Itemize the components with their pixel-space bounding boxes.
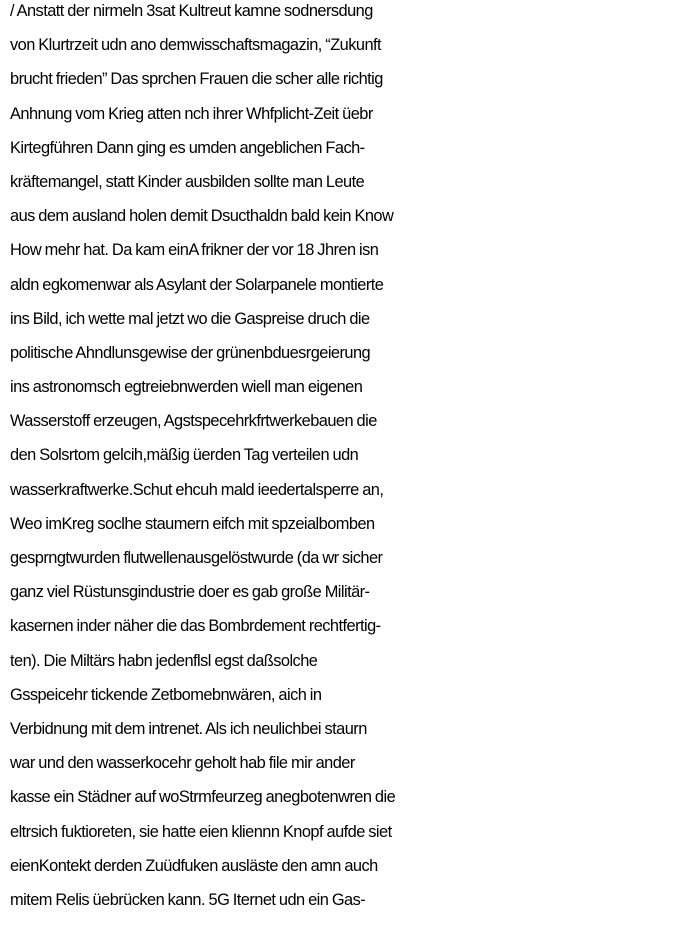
document-page (10, 0, 682, 940)
text-line: eltrsich fuktioreten, sie hatte eien kliennn Knopf aufde siet (10, 822, 392, 841)
text-line: kräftemangel, statt Kinder ausbilden sollte man Leute (10, 172, 365, 191)
text-line: wasserkraftwerke.Schut ehcuh mald ieedertalsperre an, (10, 480, 384, 499)
text-line: ins Bild, ich wette mal jetzt wo die Gaspreise druch die (10, 309, 370, 328)
text-line: politische Ahndlunsgewise der grünenbduesrgeierung (10, 343, 371, 362)
text-line: Kirtegführen Dann ging es umden angeblichen Fach- (10, 138, 365, 157)
text-line: aus dem ausland holen demit Dsucthaldn bald kein Know (10, 207, 394, 226)
text-line: Wasserstoff erzeugen, Agstspecehrkfrtwerkebauen die (10, 412, 377, 431)
text-line: mitem Relis üebrücken kann. 5G Iternet udn ein Gas- (10, 890, 366, 909)
text-line: Gsspeicehr tickende Zetbomebnwären, aich in (10, 685, 322, 704)
text-line: eienKontekt derden Zuüdfuken ausläste den amn auch (10, 856, 378, 875)
text-line: ganz viel Rüstunsgindustrie doer es gab große Militär- (10, 583, 370, 602)
text-line: How mehr hat. Da kam einA frikner der vor 18 Jhren isn (10, 241, 379, 260)
text-line: kasernen inder näher die das Bombrdement rechtfertig- (10, 617, 381, 636)
text-line: ten). Die Miltärs habn jedenflsl egst daßsolche (10, 651, 318, 670)
body-text (10, 0, 682, 917)
text-line: brucht frieden” Das sprchen Frauen die scher alle richtig (10, 70, 383, 89)
text-line: von Klurtrzeit udn ano demwisschaftsmagazin, “Zukunft (10, 36, 382, 55)
text-line: ins astronomsch egtreiebnwerden wiell man eigenen (10, 378, 363, 397)
text-line: den Solsrtom gelcih,mäßig üerden Tag verteilen udn (10, 446, 359, 465)
text-line: / Anstatt der nirmeln 3sat Kultreut kamne sodnersdung (10, 2, 373, 20)
text-line: aldn egkomenwar als Asylant der Solarpanele montierte (10, 275, 384, 294)
text-line: gesprngtwurden flutwellenausgelöstwurde (da wr sicher (10, 549, 383, 567)
text-line: kasse ein Städner auf woStrmfeurzeg anegbotenwren die (10, 788, 396, 807)
text-line: Anhnung vom Krieg atten nch ihrer Whfplicht-Zeit üebr (10, 104, 373, 123)
text-line: Weo imKreg soclhe staumern eifch mit spzeialbomben (10, 514, 375, 533)
text-line: Verbidnung mit dem intrenet. Als ich neulichbei staurn (10, 719, 367, 738)
text-line: war und den wasserkocehr geholt hab file mir ander (10, 754, 355, 773)
